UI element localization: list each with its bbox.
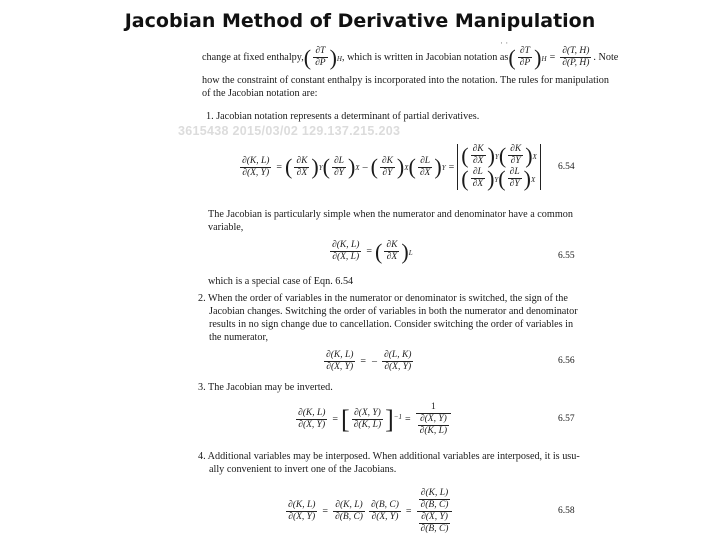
equation-6-57: $\frac{\partial(K, L)}{\partial(X, Y)}$ = [ $\frac{\partial(X, Y)}{\partial(K, L)}$ ] −1 = $\frac{1}{\frac{\partial(X, Y)}{\partial(K, L)}}$ (294, 402, 453, 437)
rule-1-note-2: variable, (208, 222, 244, 233)
rule-4-line-1: 4. Additional variables may be interposed. When additional variables are interposed, it is usu- (198, 451, 580, 462)
equation-6-54: $\frac{\partial(K, L)}{\partial(X, Y)}$ = ( $\frac{\partial K}{\partial X}$ ) Y ( $\frac{\partial L}{\partial Y}$ ) X – ( $\frac{\partial K}{\partial Y}$ ) X ( $\frac{\partial L}{\partial X}$ ) Y = ( $\frac{\partial K}{\partial X}$ ) Y ( $\frac{\partial K}{\partial Y}$ ) X ( $\frac{\partial L}{\partial X}$ ) Y ( $\frac{\partial L}{\partial Y}$ ) X (238, 144, 541, 190)
rule-1: 1. Jacobian notation represents a determinant of partial derivatives. (206, 111, 480, 122)
intro-text-1a: change at fixed enthalpy, (202, 52, 304, 63)
intro-text-3: of the Jacobian notation are: (202, 88, 318, 99)
intro-text-2: how the constraint of constant enthalpy is incorporated into the notation. The rules for manipulation (202, 75, 609, 86)
rule-2-line-2: Jacobian changes. Switching the order of variables in both the numerator and denominator (209, 306, 578, 317)
rule-2-line-4: the numerator, (209, 332, 268, 343)
equation-6-55: $\frac{\partial(K, L)}{\partial(X, L)}$ = ( $\frac{\partial K}{\partial X}$ ) L (332, 238, 413, 264)
intro-line-1: change at fixed enthalpy, ( $\frac{\partial T}{\partial P}$ ) H , which is written in Jacobian notation as ( $\frac{\partial T}{\partial P}$ ) H = $\frac{\partial(T, H)}{\partial(P, H)}$ . Note (202, 44, 619, 70)
rule-1-note-1: The Jacobian is particularly simple when the numerator and denominator have a common (208, 209, 573, 220)
rule-2-line-3: results in no sign change due to cancellation. Consider switching the order of variables in (209, 319, 574, 330)
intro-text-1c: . Note (593, 52, 619, 63)
equation-number: 6.57 (558, 414, 575, 424)
determinant: ( $\frac{\partial K}{\partial X}$ ) Y ( $\frac{\partial K}{\partial Y}$ ) X ( $\frac{\partial L}{\partial X}$ ) Y ( $\frac{\partial L}{\partial Y}$ ) X (457, 144, 541, 190)
page-title: Jacobian Method of Derivative Manipulation (124, 10, 596, 32)
rule-4-line-2: ally convenient to invert one of the Jacobians. (209, 464, 397, 475)
fraction: $\frac{\partial T}{\partial P}$ (519, 46, 531, 68)
paren: ( (303, 44, 312, 70)
rule-2-line-1: 2. When the order of variables in the numerator or denominator is switched, the sign of the (198, 293, 568, 304)
watermark: 3615438 2015/03/02 129.137.215.203 (178, 124, 401, 138)
equation-number: 6.54 (558, 162, 575, 172)
equation-number: 6.56 (558, 356, 575, 366)
fraction: $\frac{\partial(T, H)}{\partial(P, H)}$ (562, 46, 590, 68)
intro-text-1b: , which is written in Jacobian notation as (341, 52, 509, 63)
scan-mark: · · (500, 38, 509, 48)
rule-3: 3. The Jacobian may be inverted. (198, 382, 333, 393)
equation-number: 6.58 (558, 506, 575, 516)
equation-6-58: $\frac{\partial(K, L)}{\partial(X, Y)}$ = $\frac{\partial(K, L)}{\partial(B, C)}$ $\frac{\partial(B, C)}{\partial(X, Y)}$ = $\frac{\frac{\partial(K, L)}{\partial(B, C)}}{\frac{\partial(X, Y)}{\partial(B, C)}}$ (284, 488, 454, 535)
rule-1-note-3: which is a special case of Eqn. 6.54 (208, 276, 354, 287)
equation-6-56: $\frac{\partial(K, L)}{\partial(X, Y)}$ = – $\frac{\partial(L, K)}{\partial(X, Y)}$ (326, 350, 412, 372)
fraction: $\frac{\partial T}{\partial P}$ (315, 46, 326, 68)
equation-number: 6.55 (558, 251, 575, 261)
